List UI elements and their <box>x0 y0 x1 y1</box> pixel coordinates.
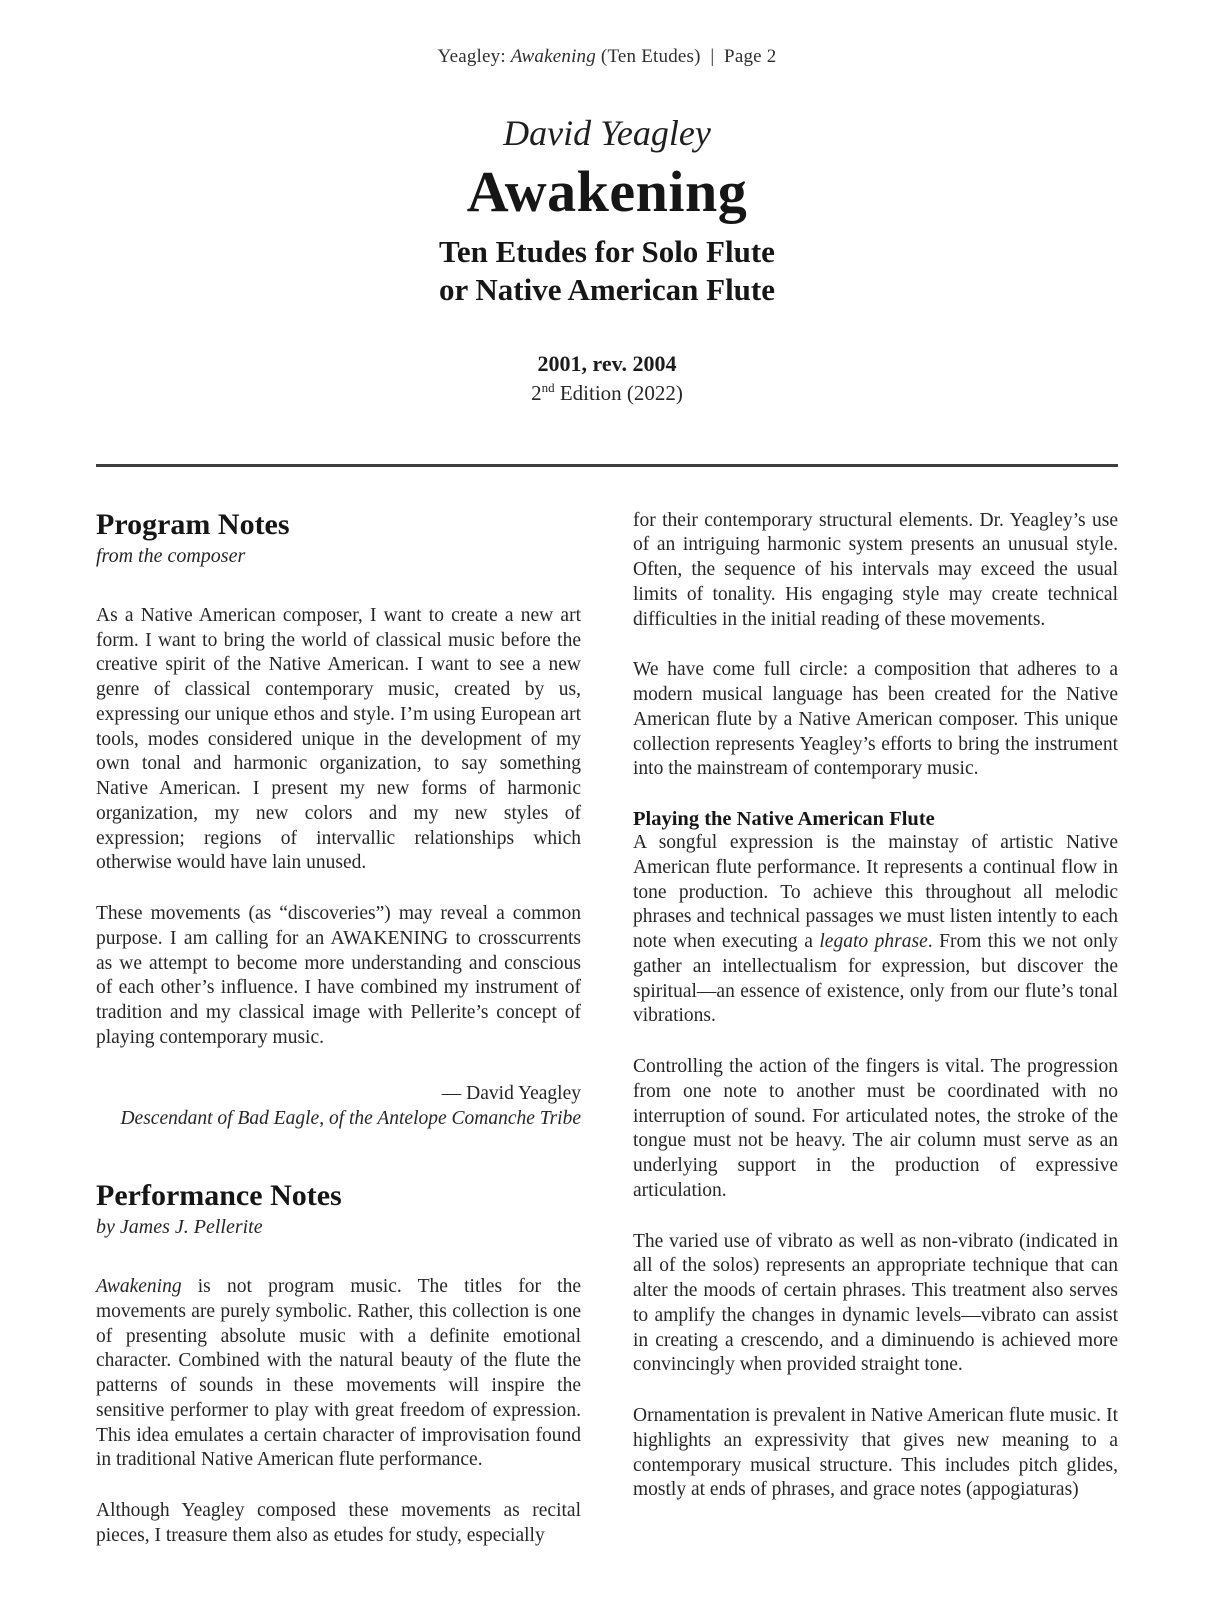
paragraph: We have come full circle: a composition that adheres to a modern musical language has been created for the Native American flute by a Native American composer. This unique collection represents Yeagley’s efforts to bring the instrument into the mainstream of contemporary music. <box>633 659 1118 780</box>
performance-notes-subheading: by James J. Pellerite <box>96 1216 263 1239</box>
two-column-body <box>96 509 1118 1549</box>
paragraph: The varied use of vibrato as well as non-vibrato (indicated in all of the solos) represents an appropriate technique that can alter the moods of certain phrases. This treatment also serves to amplify the changes in dynamic levels—vibrato can assist in creating a crescendo, and a diminuendo is achieved more convincingly when provided straight tone. <box>633 1230 1118 1376</box>
paragraph: Ornamentation is prevalent in Native American flute music. It highlights an expressivity that gives new meaning to a contemporary musical structure. This includes pitch glides, mostly at ends of phrases, and grace notes (appogiaturas) <box>633 1405 1118 1501</box>
paragraph: A songful expression is the mainstay of artistic Native American flute performance. It represents a continual flow in tone production. To achieve this throughout all melodic phrases and technical passages we must listen intently to each note when executing a legato phrase. From this we not only gather an intellectualism for expression, but discover the spiritual—an essence of existence, only from our flute’s tonal vibrations. <box>633 832 1118 1027</box>
paragraph: Controlling the action of the fingers is vital. The progression from one note to another must be coordinated with no interruption of sound. For articulated notes, the stroke of the tongue must not be heavy. The air column must serve as an underlying support in the production of expressive articulation. <box>633 1056 1118 1201</box>
performance-notes-section <box>96 1180 581 1549</box>
horizontal-rule <box>96 464 1118 467</box>
paragraph: for their contemporary structural elements. Dr. Yeagley’s use of an intriguing harmonic system presents an unusual style. Often, the sequence of his intervals may exceed the usual limits of tonality. His engaging style may create technical difficulties in the initial reading of these movements. <box>633 509 1118 630</box>
program-notes-subheading: from the composer <box>96 544 246 567</box>
performance-notes-heading: Performance Notes <box>96 1178 342 1212</box>
program-notes-heading: Program Notes <box>96 507 290 541</box>
attribution: — David Yeagley <box>441 1082 581 1104</box>
composer-name: David Yeagley <box>503 113 711 153</box>
attribution-detail: Descendant of Bad Eagle, of the Antelope Comanche Tribe <box>120 1107 581 1129</box>
date-block <box>96 351 1118 406</box>
program-notes-paragraphs <box>96 604 581 1051</box>
right-column-top-paragraphs <box>633 509 1118 783</box>
left-column <box>96 509 581 1549</box>
subtitle-line-1: Ten Etudes for Solo Flute <box>439 233 775 269</box>
paragraph: Awakening is not program music. The titles for the movements are purely symbolic. Rather, this collection is one of presenting absolute music with a definite emotional character. Combined with the natural beauty of the flute the patterns of sounds in these movements will inspire the sensitive performer to play with great freedom of expression. This idea emulates a certain character of improvisation found in traditional Native American flute performance. <box>96 1276 581 1471</box>
flute-section-paragraphs <box>633 831 1118 1503</box>
work-subtitle <box>96 233 1118 309</box>
work-title: Awakening <box>466 159 748 224</box>
paragraph: Although Yeagley composed these movements as recital pieces, I treasure them also as etudes for study, especially <box>96 1500 581 1546</box>
composition-date: 2001, rev. 2004 <box>537 350 677 376</box>
running-header: Yeagley: Awakening (Ten Etudes) | Page 2 <box>437 46 777 67</box>
title-block <box>96 112 1118 406</box>
edition-line: 2nd Edition (2022) <box>531 379 683 405</box>
right-column <box>633 509 1118 1549</box>
performance-notes-paragraphs <box>96 1275 581 1549</box>
subtitle-line-2: or Native American Flute <box>438 271 776 307</box>
paragraph: These movements (as “discoveries”) may reveal a common purpose. I am calling for an AWAKENING to crosscurrents as we attempt to become more understanding and conscious of each other’s influence. I have combined my instrument of tradition and my classical image with Pellerite’s concept of playing contemporary music. <box>96 903 581 1048</box>
flute-section-heading: Playing the Native American Flute <box>633 808 935 831</box>
paragraph: As a Native American composer, I want to create a new art form. I want to bring the world of classical music before the creative spirit of the Native American. I want to see a new genre of classical contemporary music, created by us, expressing our unique ethos and style. I’m using European art tools, modes considered unique in the development of my own tonal and harmonic organization, to say something Native American. I present my new forms of harmonic organization, my new colors and my new styles of expression; regions of intervallic relationships which otherwise would have lain unused. <box>96 604 581 874</box>
